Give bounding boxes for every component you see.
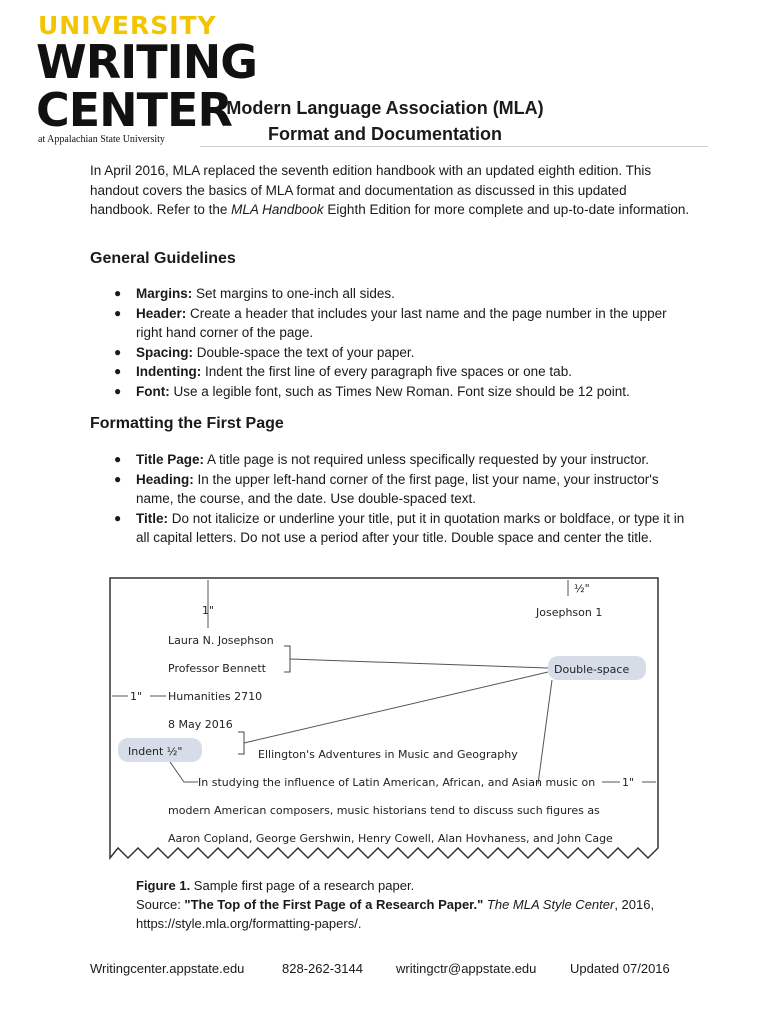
indent-pointer [170,762,198,782]
sample-first-page-figure [108,576,660,868]
double-space-pointer-2 [244,672,548,743]
general-guidelines-heading: General Guidelines [90,250,236,267]
list-item: ● Title: Do not italicize or underline your title, put it in quotation marks or boldface, or type it in all capital letters. Do not use a period after your title. Double space and center the title. [114,510,685,545]
top-margin-label: 1" [202,604,215,617]
list-item: ● Header: Create a header that includes your last name and the page number in the upper right hand corner of the page. [114,305,667,340]
running-head: Josephson 1 [536,606,603,619]
heading-date: 8 May 2016 [168,718,233,731]
body-line-3: Aaron Copland, George Gershwin, Henry Cowell, Alan Hovhaness, and John Cage [168,832,613,845]
title-line-2: Format and Documentation [267,124,502,144]
list-item: ● Margins: Set margins to one-inch all sides. [114,286,395,301]
logo-center-text: CENTER [36,83,232,137]
list-item: ● Title Page: A title page is not required unless specifically requested by your instructor. [114,452,650,467]
footer-website[interactable]: Writingcenter.appstate.edu [90,961,245,976]
body-line-1: In studying the influence of Latin American, African, and Asian music on [198,776,596,789]
logo-subtitle: at Appalachian State University [38,134,165,145]
document-title [190,95,580,147]
figure-caption [136,876,696,933]
indent-label: Indent ½" [128,745,183,758]
logo-writing-text: WRITING [36,35,258,89]
university-writing-center-logo [36,11,258,145]
double-space-pointer-3 [538,680,552,784]
half-inch-label: ½" [574,582,590,595]
right-margin-label: 1" [622,776,635,789]
bracket-heading [284,646,290,672]
footer-email[interactable]: writingctr@appstate.edu [396,961,537,976]
double-space-pointer-1 [290,659,548,668]
footer-phone: 828-262-3144 [282,961,363,976]
caption-source: Source: "The Top of the First Page of a Research Paper." The MLA Style Center, 2016, https://style.mla.org/formatting-papers/. [136,897,655,931]
intro-text-after: Eighth Edition for more complete and up-to-date information. [323,202,690,217]
bracket-title [238,732,244,754]
intro-paragraph [90,161,690,220]
double-space-label: Double-space [554,663,630,676]
first-page-list [90,450,686,548]
first-page-heading: Formatting the First Page [90,415,284,432]
heading-course: Humanities 2710 [168,690,263,703]
list-item: ● Indenting: Indent the first line of every paragraph five spaces or one tab. [114,364,572,379]
caption-line: Figure 1. Sample first page of a research paper. [136,878,415,893]
page-footer [90,961,710,981]
heading-name: Laura N. Josephson [168,634,274,647]
heading-instructor: Professor Bennett [168,662,266,675]
title-line-1: Modern Language Association (MLA) [226,98,544,118]
footer-updated: Updated 07/2016 [570,961,670,976]
left-margin-label: 1" [130,690,143,703]
header-divider [200,146,708,147]
logo-university-text: UNIVERSITY [38,11,217,40]
intro-handbook-title: MLA Handbook [231,202,324,217]
list-item: ● Spacing: Double-space the text of your paper. [114,344,415,360]
list-item: ● Font: Use a legible font, such as Times New Roman. Font size should be 12 point. [114,383,630,399]
body-line-2: modern American composers, music historians tend to discuss such figures as [168,804,600,817]
general-guidelines-list [90,284,686,401]
intro-text-before: In April 2016, MLA replaced the seventh edition handbook with an updated eighth edition. This handout covers the basics of MLA format and documentation as discussed in this updated handbook. Refer to the [90,163,652,217]
list-item: ● Heading: In the upper left-hand corner of the first page, list your name, your instructor's name, the course, and the date. Use double-spaced text. [114,471,659,506]
paper-title: Ellington's Adventures in Music and Geography [258,748,518,761]
